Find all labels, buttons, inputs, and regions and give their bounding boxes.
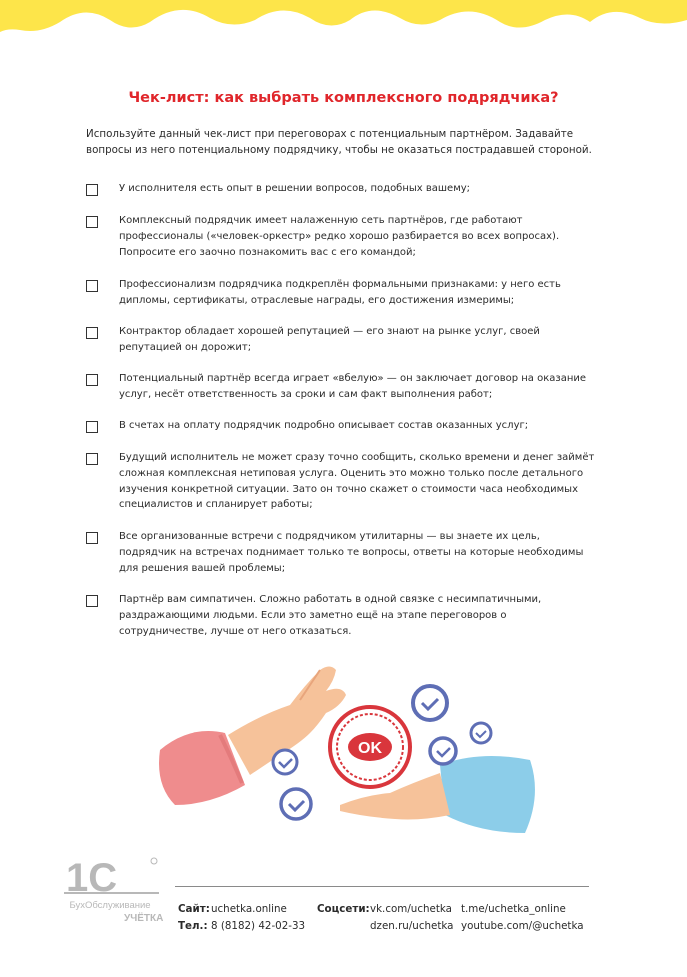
checklist-item[interactable] — [86, 529, 596, 592]
checklist-item-text: У исполнителя есть опыт в решении вопросов, подобных вашему; — [119, 183, 471, 194]
checklist-item-text: В счетах на оплату подрядчик подробно описывает состав оказанных услуг; — [119, 420, 529, 431]
checkbox[interactable] — [86, 421, 98, 433]
right-sleeve — [440, 756, 535, 833]
top-wave-decoration — [0, 0, 687, 48]
checkbox[interactable] — [86, 374, 98, 386]
dzen-link[interactable]: dzen.ru/uchetka — [370, 920, 454, 932]
checkbox[interactable] — [86, 595, 98, 607]
telegram-link[interactable]: t.me/uchetka_online — [461, 903, 566, 915]
checklist-item[interactable] — [86, 450, 596, 529]
check-badge-icon — [273, 750, 297, 774]
checklist-item-text: Будущий исполнитель не может сразу точно сообщить, сколько времени и денег займёт сложная комплексная нетиповая услуга. Оценить это можно только после детального изучения конкретной ситуации. Зато он точно скажет о стоимости часа необходимых специалистов и спланирует работы; — [119, 452, 595, 511]
logo-line2: УЧЁТКА — [124, 913, 164, 924]
check-badge-icon — [413, 686, 447, 720]
stamp-text: OK — [358, 740, 382, 757]
site-label: Сайт: — [178, 903, 210, 915]
checklist-item-text: Комплексный подрядчик имеет налаженную сеть партнёров, где работают профессионалы («человек-оркестр» редко хорошо разбирается во всех вопросах). Попросите его заочно познакомить вас с его командой; — [119, 215, 560, 258]
checklist — [86, 181, 596, 642]
social-label: Соцсети: — [317, 903, 370, 915]
checkbox[interactable] — [86, 327, 98, 339]
checklist-item[interactable] — [86, 324, 596, 371]
site-link[interactable]: uchetka.online — [211, 903, 287, 915]
intro-text: Используйте данный чек-лист при переговорах с потенциальным партнёром. Задавайте вопросы из него потенциальному подрядчику, чтобы не оказаться пострадавшей стороной. — [86, 128, 592, 156]
check-badge-icon — [430, 738, 456, 764]
check-badge-icon — [471, 723, 491, 743]
checklist-item[interactable] — [86, 371, 596, 418]
page-title: Чек-лист: как выбрать комплексного подрядчика? — [128, 90, 559, 106]
checklist-item-text: Партнёр вам симпатичен. Сложно работать в одной связке с несимпатичными, раздражающими людьми. Если это заметно ещё на этапе переговоров о сотрудничестве, лучше от него отказаться. — [119, 594, 542, 637]
check-badge-icon — [281, 789, 311, 819]
checklist-item[interactable] — [86, 418, 596, 450]
checklist-item-text: Потенциальный партнёр всегда играет «вбелую» — он заключает договор на оказание услуг, несёт ответственность за сроки и сам факт выполнения работ; — [119, 373, 587, 400]
handshake-illustration — [150, 655, 550, 835]
footer-divider — [175, 886, 589, 887]
phone-label: Тел.: — [178, 920, 208, 932]
youtube-link[interactable]: youtube.com/@uchetka — [461, 920, 584, 932]
checkbox[interactable] — [86, 453, 98, 465]
logo-line1: БухОбслуживание — [69, 900, 151, 911]
checkbox[interactable] — [86, 532, 98, 544]
checklist-item[interactable] — [86, 213, 596, 277]
checklist-item[interactable] — [86, 181, 596, 213]
checkbox[interactable] — [86, 184, 98, 196]
checkbox[interactable] — [86, 280, 98, 292]
checklist-item-text: Профессионализм подрядчика подкреплён формальными признаками: у него есть дипломы, сертификаты, отраслевые награды, его достижения измеримы; — [119, 279, 561, 306]
checklist-item-text: Контрактор обладает хорошей репутацией — его знают на рынке услуг, своей репутацией он дорожит; — [119, 326, 540, 353]
checkbox[interactable] — [86, 216, 98, 228]
ok-stamp — [330, 707, 410, 787]
vk-link[interactable]: vk.com/uchetka — [370, 903, 452, 915]
checklist-item[interactable] — [86, 277, 596, 324]
company-logo — [64, 853, 164, 933]
logo-mark: 1C — [66, 856, 118, 900]
checklist-item-text: Все организованные встречи с подрядчиком утилитарны — вы знаете их цель, подрядчик на встречах поднимает только те вопросы, ответы на которые необходимы для решения вашей проблемы; — [119, 531, 584, 574]
checklist-item[interactable] — [86, 592, 596, 642]
phone-value[interactable]: 8 (8182) 42-02-33 — [211, 920, 306, 932]
